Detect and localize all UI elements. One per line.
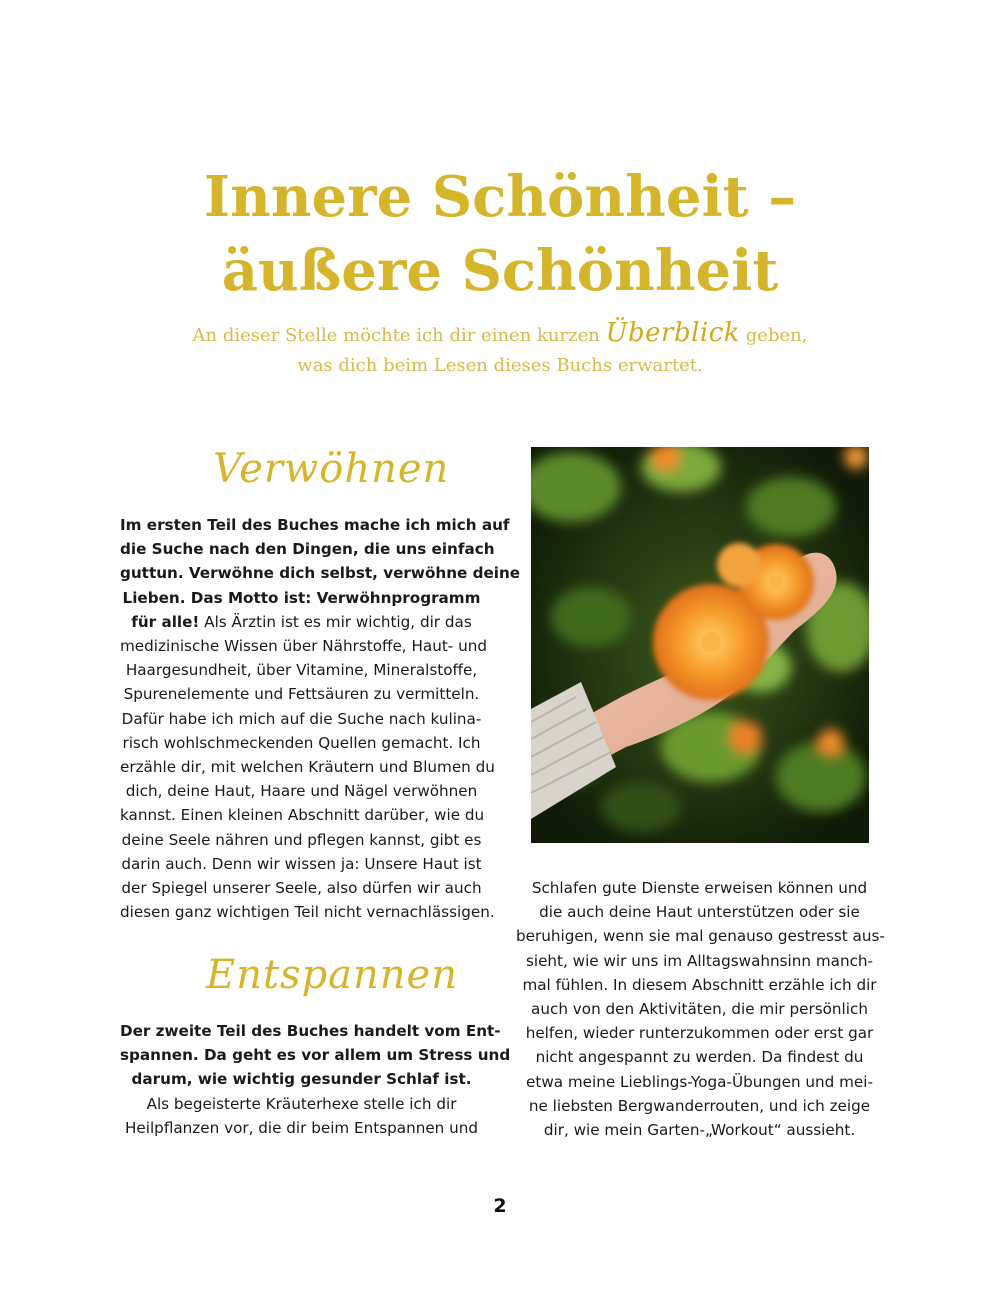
bold-text: Im ersten Teil des Buches mache ich mich auf	[120, 516, 510, 534]
bold-text: Der zweite Teil des Buches handelt vom Ent-	[120, 1022, 501, 1040]
text-line	[120, 1019, 501, 1043]
regular-text: diesen ganz wichtigen Teil nicht vernachlässigen.	[120, 903, 495, 922]
text-line: dir, wie mein Garten-„Workout“ aussieht.	[543, 1121, 856, 1140]
regular-text: kannst. Einen kleinen Abschnitt darüber, wie du	[120, 806, 485, 825]
regular-text: dich, deine Haut, Haare und Nägel verwöhnen	[125, 782, 478, 801]
text-line: die auch deine Haut unterstützen oder sie	[539, 903, 860, 922]
bold-text: für alle!	[131, 612, 200, 631]
text-line	[120, 803, 483, 827]
intro-line-1	[0, 318, 1000, 351]
text-line	[120, 731, 483, 755]
text-line	[120, 1092, 483, 1116]
regular-text: darin auch. Denn wir wissen ja: Unsere Haut ist	[121, 854, 482, 873]
section-heading-entspannen: Entspannen	[206, 952, 458, 998]
regular-text: der Spiegel unserer Seele, also dürfen wir auch	[121, 879, 482, 898]
intro-line-1-after: geben,	[740, 325, 808, 346]
bold-text: spannen. Da geht es vor allem um Stress und	[120, 1046, 511, 1065]
regular-text: Haargesundheit, über Vitamine, Mineralstoffe,	[125, 661, 478, 680]
text-line	[120, 779, 483, 803]
text-line	[120, 755, 495, 779]
section-text-verwoehnen	[120, 513, 521, 924]
regular-text: Heilpflanzen vor, die dir beim Entspannen und	[124, 1118, 479, 1137]
section-heading-verwoehnen: Verwöhnen	[213, 446, 450, 492]
intro-highlight: Überblick	[605, 318, 741, 348]
text-line: helfen, wieder runterzukommen oder erst gar	[525, 1024, 874, 1043]
text-line	[120, 707, 483, 731]
calendula-flower-photo	[531, 447, 869, 843]
text-line	[120, 610, 483, 634]
text-line	[120, 876, 483, 900]
bold-text: Lieben. Das Motto ist: Verwöhnprogramm	[122, 588, 481, 607]
regular-text: Als begeisterte Kräuterhexe stelle ich dir	[146, 1094, 457, 1113]
text-line	[120, 852, 483, 876]
text-line	[120, 634, 487, 658]
regular-text: Dafür habe ich mich auf die Suche nach kulina-	[121, 709, 482, 728]
text-line: ne liebsten Bergwanderrouten, und ich zeige	[528, 1096, 871, 1115]
text-line	[120, 586, 483, 610]
title-line-1: Innere Schönheit –	[203, 164, 797, 230]
text-line: etwa meine Lieblings-Yoga-Übungen und mei-	[526, 1072, 873, 1091]
text-line: auch von den Aktivitäten, die mir persönlich	[531, 1000, 868, 1019]
regular-text: medizinische Wissen über Nährstoffe, Haut- und	[120, 637, 487, 656]
intro-text	[0, 318, 1000, 381]
text-line: beruhigen, wenn sie mal genauso gestresst aus-	[516, 927, 885, 946]
title-line-2: äußere Schönheit	[221, 238, 779, 304]
regular-text: deine Seele nähren und pflegen kannst, gibt es	[121, 830, 482, 849]
regular-text: risch wohlschmeckenden Quellen gemacht. Ich	[122, 733, 481, 752]
text-line: mal fühlen. In diesem Abschnitt erzähle ich dir	[522, 975, 877, 994]
regular-text: Spurenelemente und Fettsäuren zu vermitteln.	[123, 685, 480, 704]
regular-text: erzähle dir, mit welchen Kräutern und Blumen du	[120, 758, 495, 777]
regular-text: Als Ärztin ist es mir wichtig, dir das	[199, 612, 472, 631]
text-line	[120, 828, 483, 852]
text-line: sieht, wie wir uns im Alltagswahnsinn manch-	[525, 951, 874, 970]
text-line	[120, 658, 483, 682]
intro-line-2: was dich beim Lesen dieses Buchs erwartet.	[297, 355, 703, 376]
text-line	[120, 561, 521, 585]
right-column-text	[516, 876, 883, 1142]
text-line: Schlafen gute Dienste erweisen können und	[531, 879, 868, 897]
bold-text: die Suche nach den Dingen, die uns einfach	[120, 540, 495, 559]
intro-line-1-before: An dieser Stelle möchte ich dir einen kurzen	[192, 325, 606, 346]
text-line: nicht angespannt zu werden. Da findest du	[535, 1048, 864, 1067]
text-line	[120, 1116, 483, 1140]
bold-text: guttun. Verwöhne dich selbst, verwöhne deine	[120, 564, 521, 583]
section-text-entspannen	[120, 1019, 511, 1140]
text-line	[120, 1043, 511, 1067]
text-line	[120, 900, 495, 924]
page-title	[0, 160, 1000, 308]
bold-text: darum, wie wichtig gesunder Schlaf ist.	[131, 1070, 472, 1089]
text-line	[120, 513, 510, 537]
text-line	[120, 1067, 483, 1091]
flower-hand-image	[531, 447, 869, 843]
page-number: 2	[493, 1195, 507, 1217]
text-line	[120, 682, 483, 706]
text-line	[120, 537, 495, 561]
